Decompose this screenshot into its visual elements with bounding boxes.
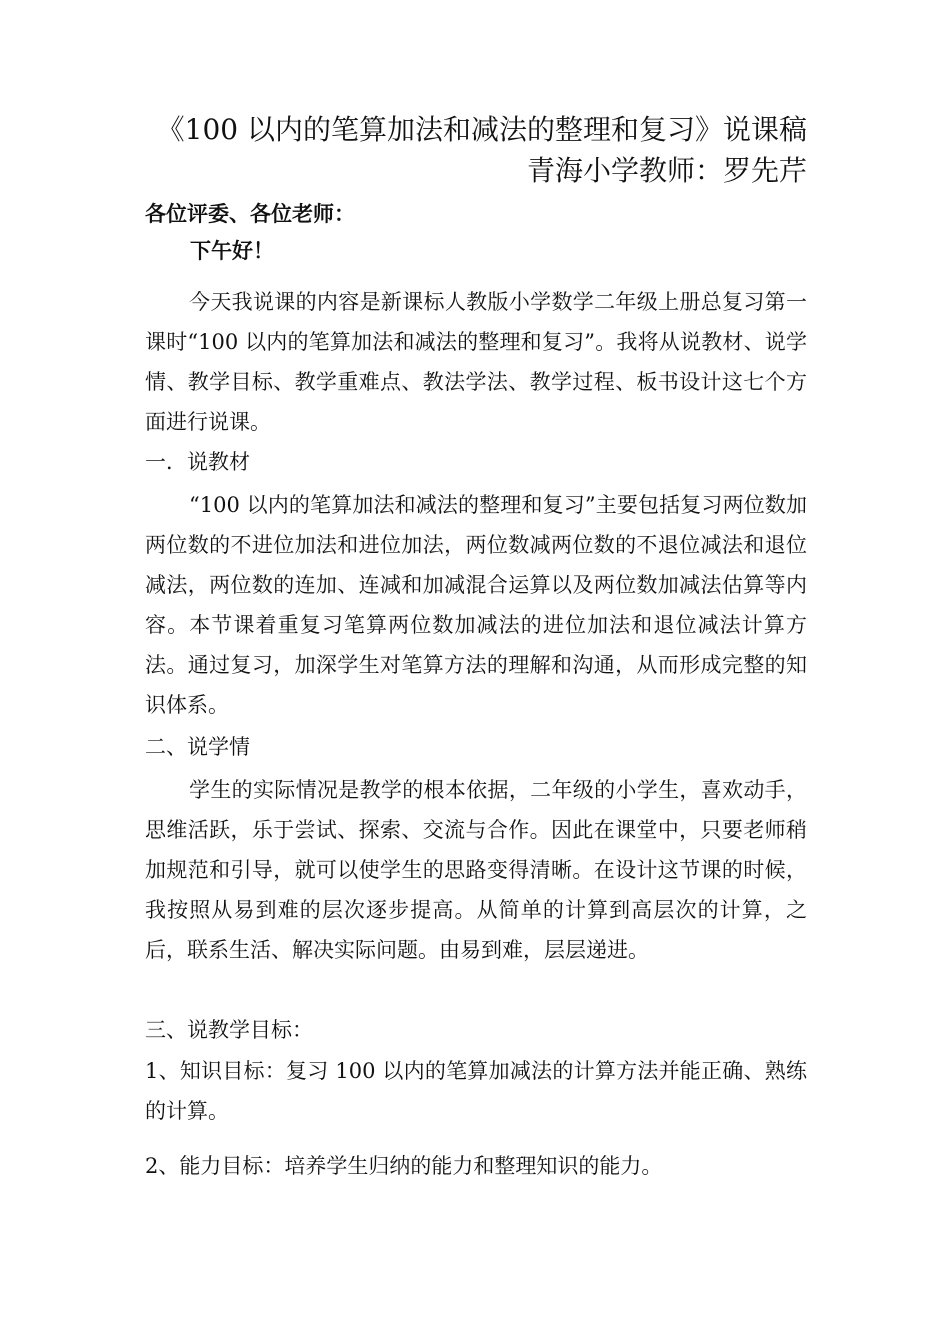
document-title: 《100 以内的笔算加法和减法的整理和复习》说课稿 [156,113,807,146]
section-body-students: 学生的实际情况是教学的根本依据，二年级的小学生，喜欢动手，思维活跃，乐于尝试、探索、交流与合作。因此在课堂中，只要老师稍加规范和引导，就可以使学生的思路变得清晰。在设计这节课的时候，我按照从易到难的层次逐步提高。从简单的计算到高层次的计算，之后，联系生活、解决实际问题。由易到难，层层递进。 [145,778,807,962]
salutation: 各位评委、各位老师： [145,202,355,226]
goal-item-ability: 2、能力目标：培养学生归纳的能力和整理知识的能力。 [145,1154,663,1178]
section-heading-textbook: 一．说教材 [145,450,250,474]
document-author: 青海小学教师：罗先芹 [526,154,807,187]
section-heading-students: 二、说学情 [145,735,250,759]
section-body-textbook: “100 以内的笔算加法和减法的整理和复习”主要包括复习两位数加两位数的不进位加法和进位加法，两位数减两位数的不退位减法和退位减法，两位数的连加、连减和加减混合运算以及两位数加减法估算等内容。本节课着重复习笔算两位数加减法的进位加法和退位减法计算方法。通过复习，加深学生对笔算方法的理解和沟通，从而形成完整的知识体系。 [145,493,807,717]
goal-item-knowledge: 1、知识目标：复习 100 以内的笔算加减法的计算方法并能正确、熟练的计算。 [145,1059,807,1123]
intro-paragraph: 今天我说课的内容是新课标人教版小学数学二年级上册总复习第一课时“100 以内的笔算加法和减法的整理和复习”。我将从说教材、说学情、教学目标、教学重难点、教法学法、教学过程、板书设计这七个方面进行说课。 [145,290,807,434]
section-heading-goals: 三、说教学目标： [145,1018,313,1042]
greeting: 下午好！ [190,239,274,263]
